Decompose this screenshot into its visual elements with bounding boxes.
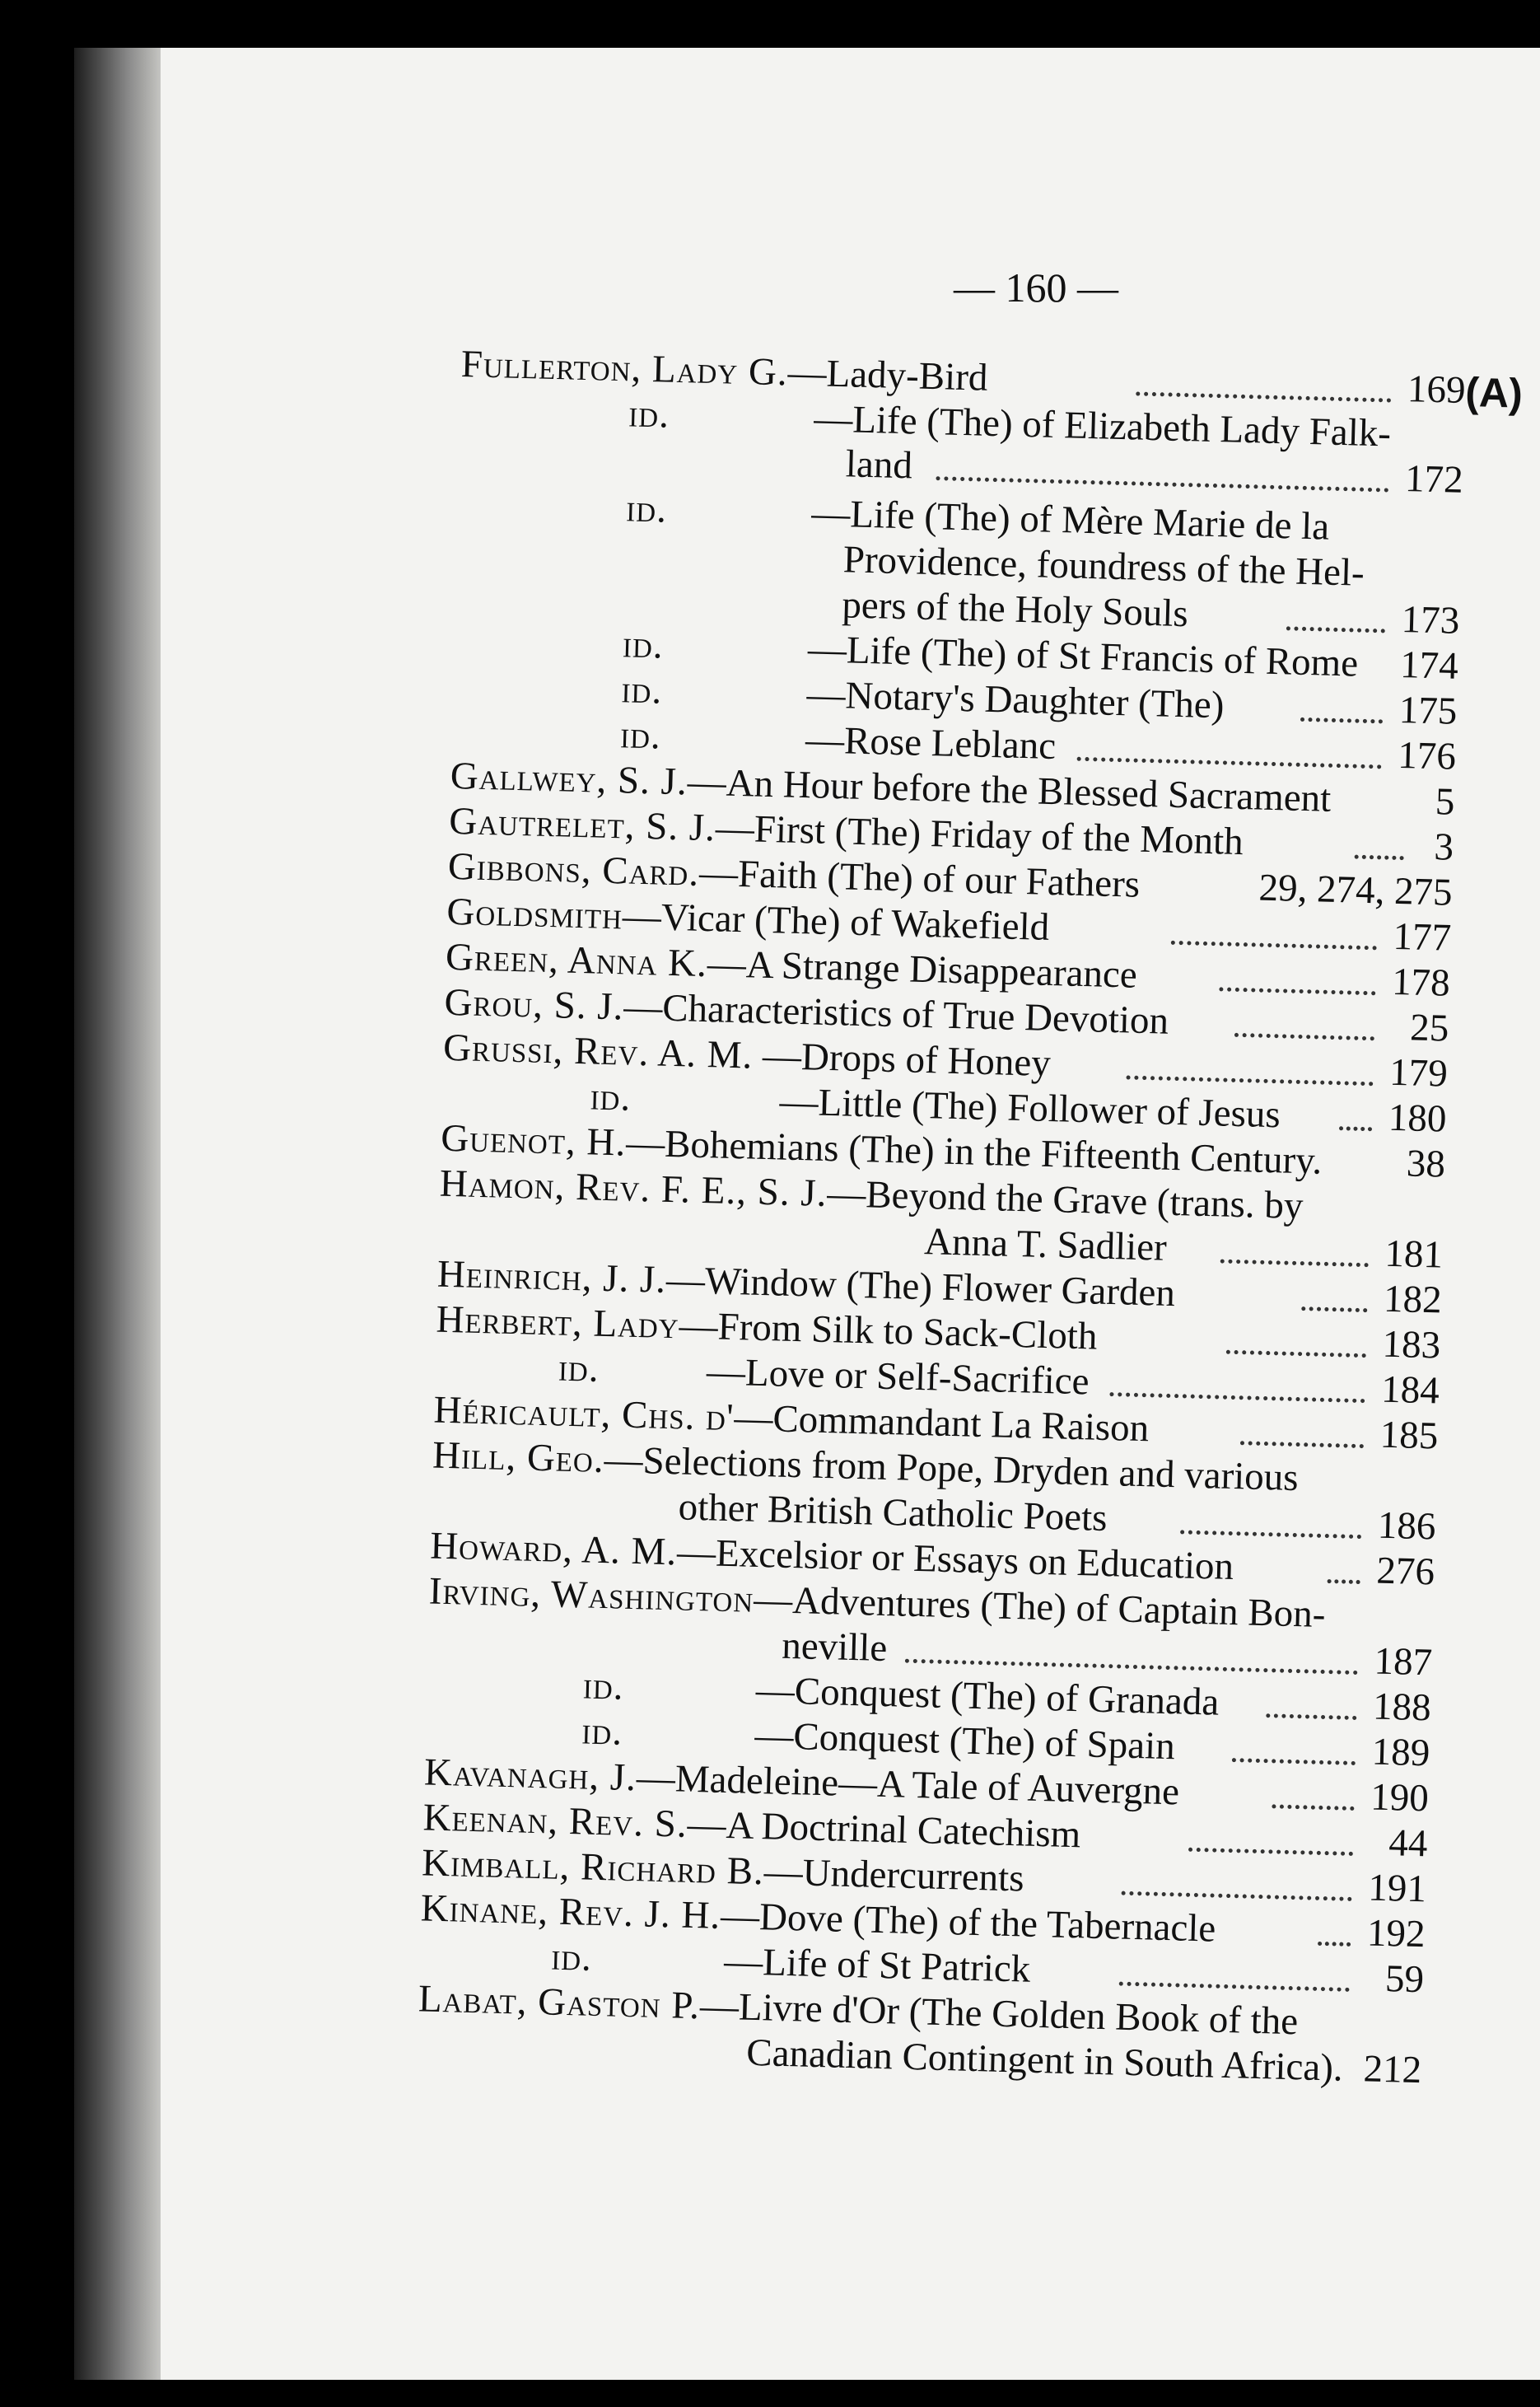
entry-author: Grou, S. J. bbox=[444, 981, 624, 1029]
entry-title: —Conquest (The) of Granada bbox=[755, 1668, 1220, 1725]
entry-title: —From Silk to Sack-Cloth bbox=[679, 1304, 1098, 1358]
page-number: — 160 — bbox=[863, 264, 1209, 311]
entry-page-ref: 190 bbox=[1370, 1775, 1430, 1821]
dot-leader bbox=[1180, 1530, 1361, 1539]
entry-page-ref: 177 bbox=[1393, 914, 1452, 960]
entry-title: pers of the Holy Souls bbox=[842, 582, 1189, 636]
entry-title: Providence, foundress of the Hel- bbox=[842, 537, 1365, 596]
dot-leader bbox=[1077, 757, 1382, 769]
entry-title: —Excelsior or Essays on Education bbox=[676, 1531, 1234, 1588]
entry-title: —Madeleine—A Tale of Auvergne bbox=[636, 1756, 1179, 1813]
entry-author: id. bbox=[620, 713, 662, 758]
entry-author: Gautrelet, S. J. bbox=[449, 800, 716, 849]
entry-author: Keenan, Rev. S. bbox=[422, 1796, 688, 1845]
entry-page-ref: 187 bbox=[1374, 1639, 1433, 1685]
entry-title: —First (The) Friday of the Month bbox=[715, 806, 1244, 863]
entry-page-ref: 189 bbox=[1371, 1730, 1430, 1776]
dot-leader bbox=[1119, 1982, 1350, 1992]
dot-leader bbox=[1266, 1713, 1356, 1720]
entry-page-ref: 179 bbox=[1389, 1050, 1449, 1096]
entry-title: —Beyond the Grave (trans. by bbox=[827, 1172, 1304, 1227]
entry-title: —Life (The) of St Francis of Rome bbox=[807, 627, 1358, 685]
entry-page-ref: 174 bbox=[1400, 643, 1459, 689]
dot-leader bbox=[1126, 1075, 1373, 1086]
entry-author: Grussi, Rev. A. M. bbox=[443, 1026, 754, 1077]
entry-author: Heinrich, J. J. bbox=[436, 1253, 666, 1302]
entry-title: —Little (The) Follower of Jesus bbox=[779, 1079, 1281, 1137]
dot-leader bbox=[1226, 1350, 1366, 1358]
entry-page-ref: 172 bbox=[1404, 456, 1463, 502]
entry-title: —Life of St Patrick bbox=[724, 1939, 1031, 1992]
entry-author: Hamon, Rev. F. E., S. J. bbox=[439, 1162, 828, 1215]
entry-author: id. bbox=[581, 1708, 623, 1754]
entry-title: other British Catholic Poets bbox=[678, 1484, 1108, 1540]
entry-title: —Window (The) Flower Garden bbox=[665, 1259, 1175, 1315]
dot-leader bbox=[905, 1659, 1358, 1675]
entry-page-ref: 178 bbox=[1391, 960, 1450, 1006]
entry-page-ref: 188 bbox=[1372, 1685, 1431, 1731]
entry-author: Héricault, Chs. d' bbox=[433, 1389, 735, 1440]
entry-page-ref: 44 bbox=[1388, 1820, 1428, 1866]
entry-page-ref: 169 bbox=[1407, 367, 1466, 413]
dot-leader bbox=[1188, 1848, 1353, 1856]
entry-title: Canadian Contingent in South Africa). bbox=[746, 2031, 1344, 2091]
entry-page-ref: 186 bbox=[1377, 1503, 1436, 1549]
entry-page-ref: 182 bbox=[1383, 1277, 1442, 1323]
dot-leader bbox=[1318, 1942, 1351, 1947]
entry-title: —Selections from Pope, Dryden and various bbox=[604, 1438, 1299, 1499]
entry-page-ref: 183 bbox=[1382, 1322, 1441, 1368]
entry-page-ref: 29, 274, 275 bbox=[1258, 866, 1453, 915]
entry-page-ref: 276 bbox=[1376, 1549, 1435, 1595]
entry-title: —Adventures (The) of Captain Bon- bbox=[754, 1578, 1326, 1636]
entry-title: —Faith (The) of our Fathers bbox=[698, 852, 1140, 906]
entry-page-ref: 173 bbox=[1401, 597, 1460, 643]
entry-page-ref: 181 bbox=[1384, 1232, 1444, 1278]
dot-leader bbox=[1171, 941, 1377, 951]
dot-leader bbox=[1328, 1579, 1360, 1584]
entry-page-ref: 212 bbox=[1363, 2046, 1422, 2092]
dot-leader bbox=[1109, 1392, 1365, 1403]
entry-page-ref: 3 bbox=[1434, 825, 1454, 870]
entry-author: Kimball, Richard B. bbox=[422, 1841, 765, 1893]
entry-author: Gallwey, S. J. bbox=[450, 755, 688, 804]
entry-page-ref: 25 bbox=[1410, 1005, 1449, 1050]
entry-page-ref: 184 bbox=[1381, 1367, 1440, 1414]
entry-title: —Bohemians (The) in the Fifteenth Century. bbox=[626, 1122, 1323, 1183]
dot-leader bbox=[1286, 626, 1385, 633]
dot-leader bbox=[1234, 1033, 1374, 1040]
entry-author: Goldsmith bbox=[446, 890, 623, 938]
entry-page-ref: 59 bbox=[1384, 1956, 1424, 2002]
dot-leader bbox=[1339, 1126, 1372, 1131]
entry-title: —A Strange Disappearance bbox=[707, 942, 1137, 997]
entry-title: —Undercurrents bbox=[763, 1850, 1024, 1900]
entry-title: —Characteristics of True Devotion bbox=[623, 985, 1169, 1042]
entry-title: —Life (The) of Mère Marie de la bbox=[811, 491, 1330, 549]
entry-page-ref: 38 bbox=[1406, 1141, 1445, 1186]
entry-title: —Life (The) of Elizabeth Lady Falk- bbox=[814, 396, 1392, 456]
dot-leader bbox=[1240, 1441, 1364, 1448]
entry-page-ref: 180 bbox=[1388, 1096, 1447, 1142]
entry-author: Green, Anna K. bbox=[445, 936, 707, 985]
entry-author: Labat, Gaston P. bbox=[418, 1977, 700, 2027]
dot-leader bbox=[1272, 1804, 1354, 1811]
dot-leader bbox=[1355, 855, 1404, 861]
entry-author: Hill, Geo. bbox=[432, 1434, 605, 1481]
entry-author: Howard, A. M. bbox=[430, 1525, 678, 1574]
entry-title: neville bbox=[782, 1624, 888, 1671]
entry-page-ref: 5 bbox=[1435, 779, 1455, 825]
entry-title: —Drops of Honey bbox=[753, 1035, 1052, 1085]
entry-title: —Notary's Daughter (The) bbox=[806, 672, 1225, 727]
entry-title: —Commandant La Raison bbox=[734, 1396, 1150, 1450]
entry-title: —Love or Self-Sacrifice bbox=[706, 1349, 1090, 1404]
entry-author: Irving, Washington bbox=[428, 1569, 754, 1620]
entry-author: Kavanagh, J. bbox=[424, 1750, 637, 1799]
entry-page-ref: 185 bbox=[1379, 1413, 1439, 1459]
entry-author: id. bbox=[626, 486, 668, 531]
entry-title: —Rose Leblanc bbox=[805, 717, 1056, 769]
entry-author: id. bbox=[582, 1663, 624, 1708]
entry-title: —Dove (The) of the Tabernacle bbox=[720, 1895, 1216, 1951]
entry-title: —Lady-Bird bbox=[787, 351, 988, 399]
dot-leader bbox=[1219, 987, 1375, 995]
dot-leader bbox=[1301, 1306, 1367, 1312]
entry-title: —An Hour before the Blessed Sacrament bbox=[687, 760, 1332, 820]
entry-author: id. bbox=[558, 1346, 600, 1391]
entry-page-ref: 175 bbox=[1398, 688, 1458, 734]
entry-title: —A Doctrinal Catechism bbox=[687, 1803, 1081, 1856]
entry-title: Anna T. Sadlier bbox=[924, 1219, 1168, 1270]
entry-author: Herbert, Lady bbox=[436, 1298, 679, 1348]
entry-author: id. bbox=[590, 1074, 632, 1119]
dot-leader bbox=[1136, 391, 1391, 402]
entry-author: id. bbox=[628, 391, 670, 437]
dot-leader bbox=[1232, 1758, 1356, 1765]
entry-title: —Conquest (The) of Spain bbox=[754, 1713, 1176, 1769]
dot-leader bbox=[936, 476, 1388, 492]
entry-author: Gibbons, Card. bbox=[447, 845, 700, 895]
entry-page-ref: 191 bbox=[1368, 1865, 1427, 1911]
section-marker: (A) bbox=[1465, 368, 1524, 418]
dot-leader bbox=[1220, 1260, 1369, 1268]
entry-page-ref: 176 bbox=[1398, 733, 1457, 779]
entry-author: id. bbox=[622, 622, 664, 667]
entry-author: Fullerton, Lady G. bbox=[460, 343, 788, 394]
entry-author: id. bbox=[551, 1935, 593, 1980]
entry-title: land bbox=[845, 442, 912, 488]
entry-author: Guenot, H. bbox=[441, 1117, 627, 1165]
dot-leader bbox=[1300, 717, 1383, 724]
dot-leader bbox=[1122, 1891, 1352, 1901]
entry-title: —Vicar (The) of Wakefield bbox=[622, 895, 1050, 949]
entry-page-ref: 192 bbox=[1366, 1910, 1426, 1956]
entry-title: —Livre d'Or (The Golden Book of the bbox=[699, 1984, 1298, 2043]
entry-author: Kinane, Rev. J. H. bbox=[420, 1886, 721, 1937]
entry-author: id. bbox=[621, 667, 663, 713]
